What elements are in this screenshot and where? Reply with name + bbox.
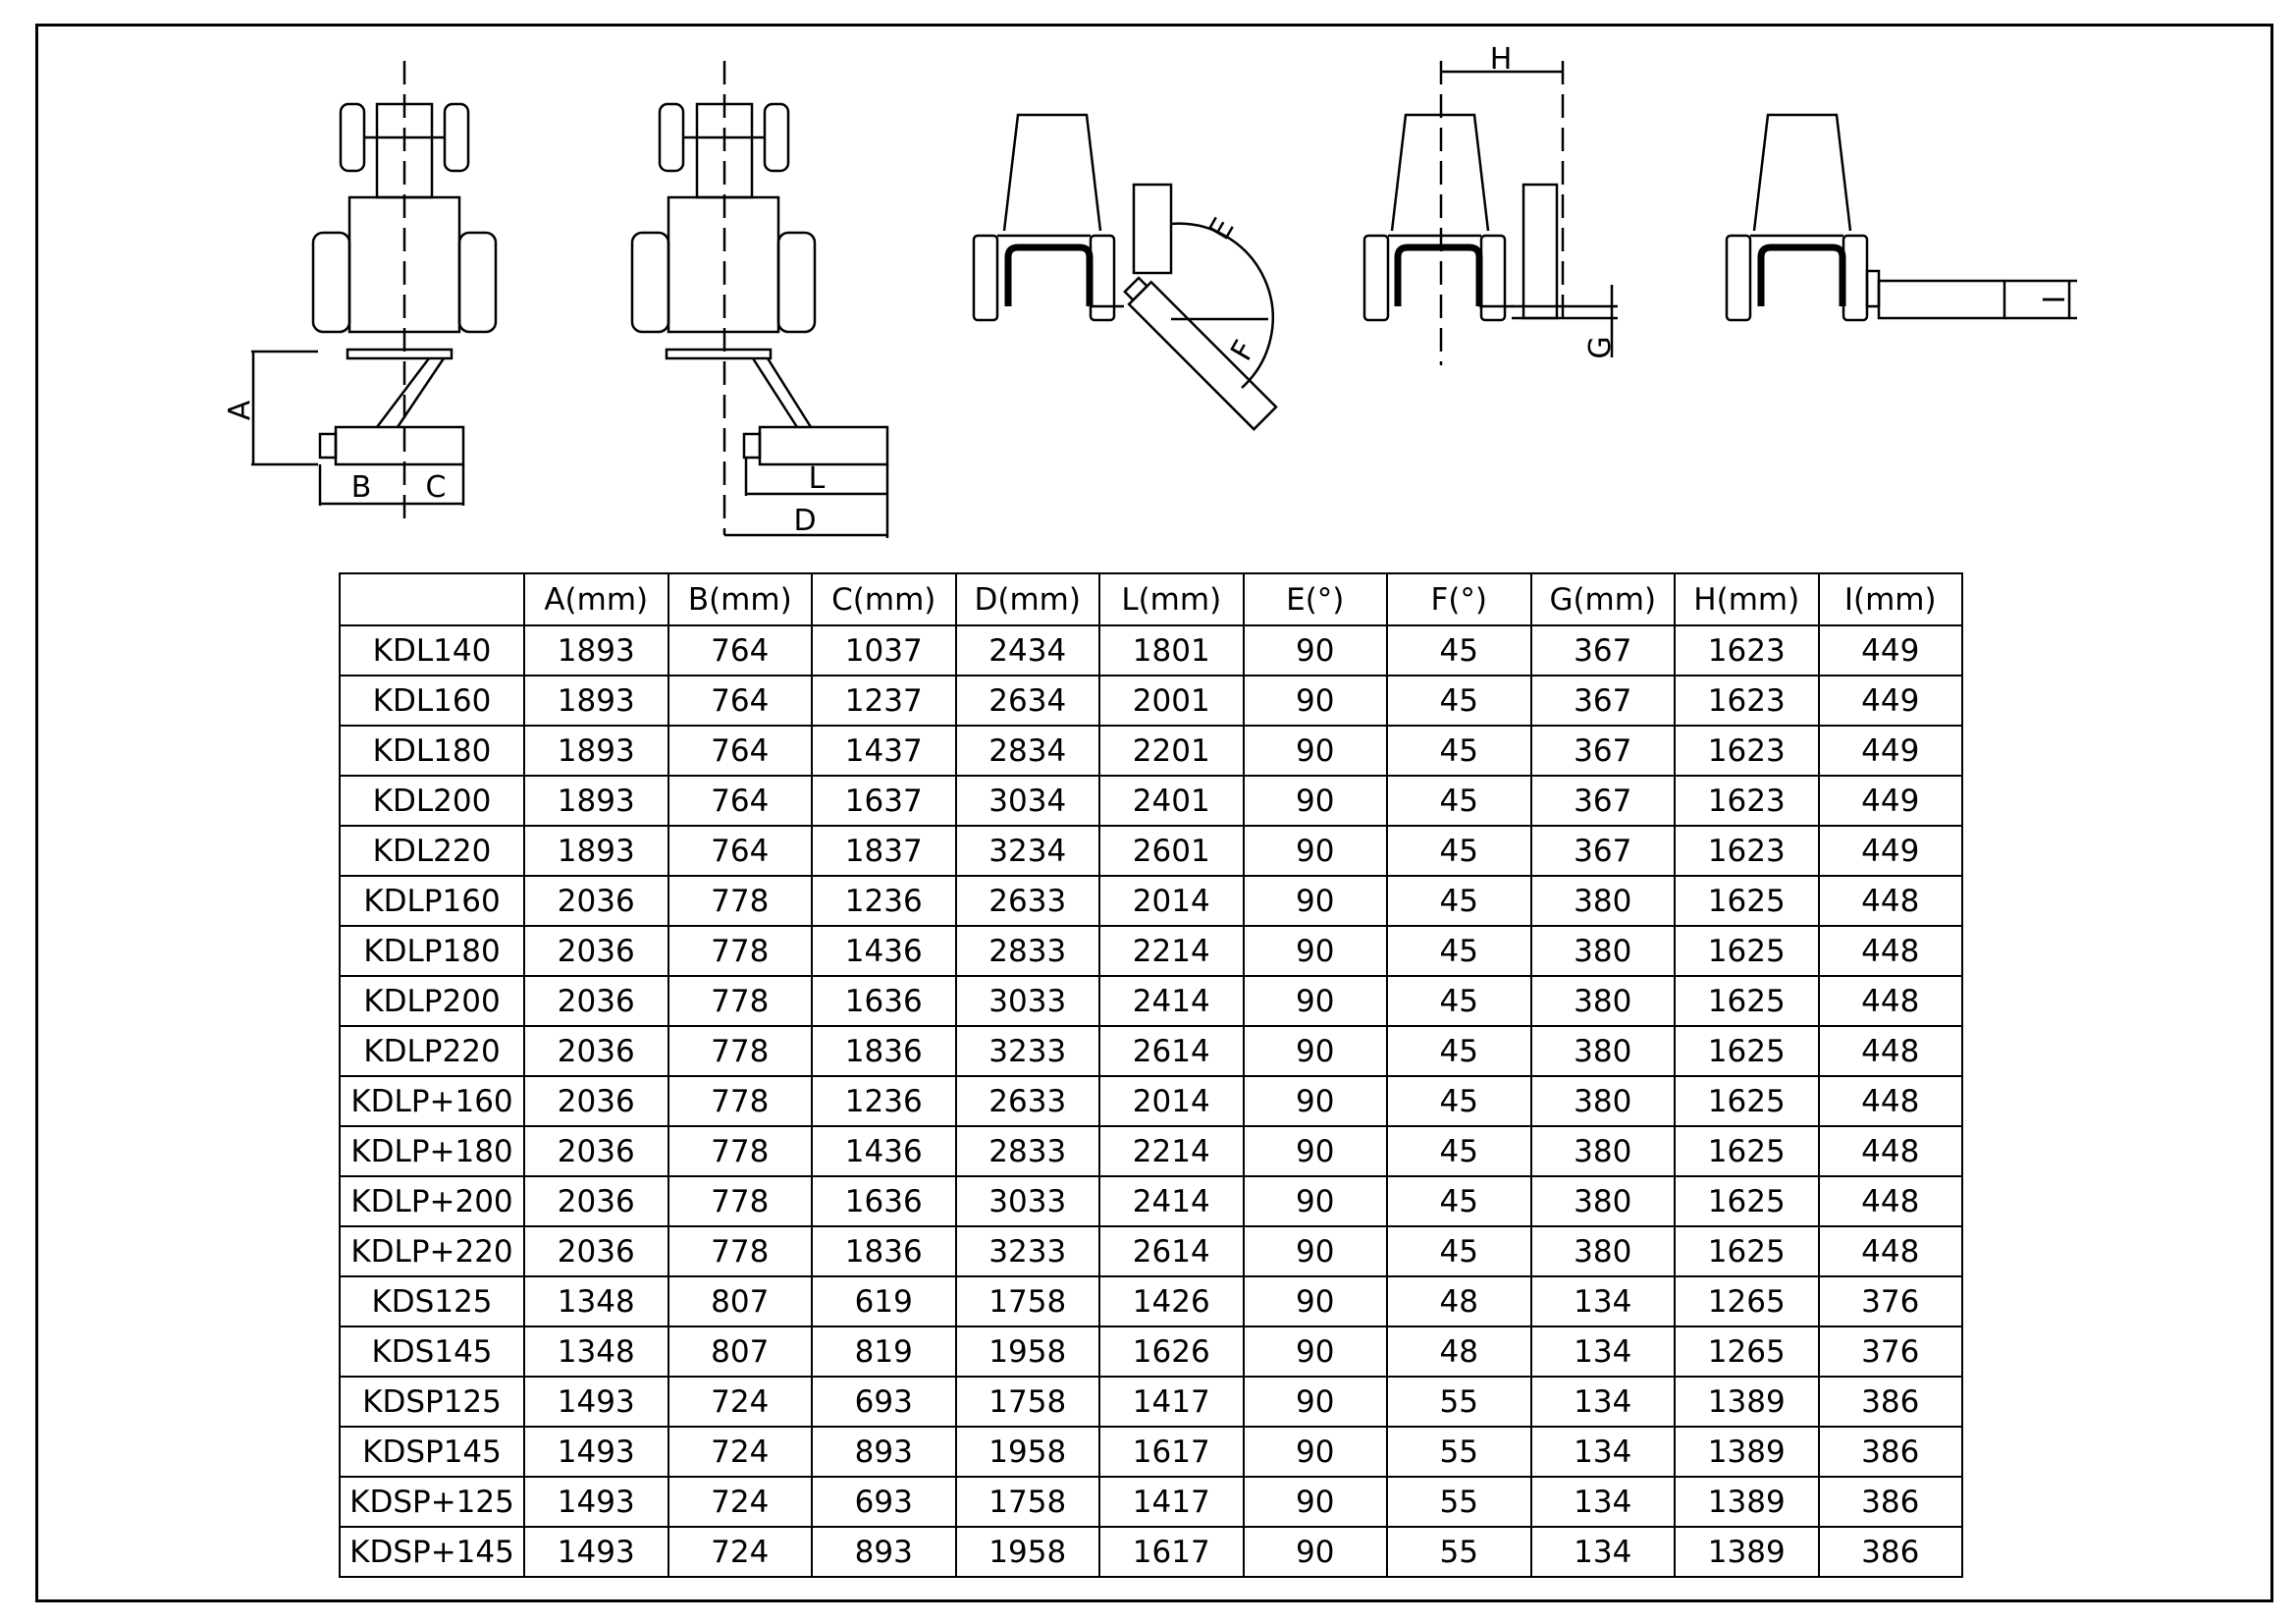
value-cell: 48 — [1387, 1326, 1531, 1377]
value-cell: 1236 — [812, 1076, 956, 1126]
value-cell: 778 — [668, 1176, 813, 1226]
value-cell: 367 — [1531, 726, 1676, 776]
value-cell: 90 — [1244, 1377, 1388, 1427]
value-cell: 764 — [668, 625, 813, 676]
value-cell: 778 — [668, 976, 813, 1026]
value-cell: 386 — [1819, 1477, 1963, 1527]
table-row — [340, 1377, 1962, 1427]
value-cell: 1893 — [524, 726, 668, 776]
value-cell: 90 — [1244, 1126, 1388, 1176]
value-cell: 1758 — [956, 1477, 1100, 1527]
value-cell: 48 — [1387, 1276, 1531, 1326]
value-cell: 724 — [668, 1477, 813, 1527]
value-cell: 2201 — [1099, 726, 1244, 776]
dim-label-F: F — [1224, 335, 1263, 367]
value-cell: 3033 — [956, 976, 1100, 1026]
value-cell: 448 — [1819, 926, 1963, 976]
model-cell: KDLP160 — [340, 876, 524, 926]
value-cell: 1837 — [812, 826, 956, 876]
value-cell: 2036 — [524, 926, 668, 976]
rear-view-tilt — [974, 115, 1276, 429]
value-cell: 380 — [1531, 1026, 1676, 1076]
value-cell: 45 — [1387, 876, 1531, 926]
column-header: G(mm) — [1531, 573, 1676, 625]
top-view-1 — [251, 61, 496, 520]
table-row — [340, 1427, 1962, 1477]
dim-label-G: G — [1583, 336, 1618, 359]
value-cell: 90 — [1244, 1477, 1388, 1527]
value-cell: 893 — [812, 1427, 956, 1477]
value-cell: 3233 — [956, 1026, 1100, 1076]
rear-view-horizontal — [1727, 115, 2077, 320]
value-cell: 134 — [1531, 1527, 1676, 1577]
value-cell: 1236 — [812, 876, 956, 926]
value-cell: 2614 — [1099, 1226, 1244, 1276]
value-cell: 778 — [668, 1026, 813, 1076]
value-cell: 1625 — [1675, 1126, 1819, 1176]
value-cell: 90 — [1244, 1026, 1388, 1076]
value-cell: 367 — [1531, 676, 1676, 726]
value-cell: 1758 — [956, 1276, 1100, 1326]
value-cell: 45 — [1387, 625, 1531, 676]
value-cell: 134 — [1531, 1377, 1676, 1427]
table-row — [340, 726, 1962, 776]
value-cell: 807 — [668, 1326, 813, 1377]
value-cell: 1626 — [1099, 1326, 1244, 1377]
value-cell: 1958 — [956, 1427, 1100, 1477]
model-cell: KDLP200 — [340, 976, 524, 1026]
value-cell: 90 — [1244, 1276, 1388, 1326]
dimensions-table — [339, 572, 1963, 1578]
column-header: C(mm) — [812, 573, 956, 625]
value-cell: 380 — [1531, 976, 1676, 1026]
value-cell: 1958 — [956, 1326, 1100, 1377]
value-cell: 3233 — [956, 1226, 1100, 1276]
value-cell: 764 — [668, 826, 813, 876]
column-header: B(mm) — [668, 573, 813, 625]
value-cell: 2401 — [1099, 776, 1244, 826]
value-cell: 1636 — [812, 976, 956, 1026]
value-cell: 2036 — [524, 1026, 668, 1076]
value-cell: 764 — [668, 776, 813, 826]
value-cell: 90 — [1244, 1527, 1388, 1577]
value-cell: 1493 — [524, 1377, 668, 1427]
table-row — [340, 1226, 1962, 1276]
value-cell: 134 — [1531, 1427, 1676, 1477]
column-header: H(mm) — [1675, 573, 1819, 625]
top-view-2 — [632, 61, 887, 538]
value-cell: 90 — [1244, 926, 1388, 976]
value-cell: 2036 — [524, 1126, 668, 1176]
value-cell: 1265 — [1675, 1276, 1819, 1326]
value-cell: 2014 — [1099, 876, 1244, 926]
value-cell: 55 — [1387, 1527, 1531, 1577]
value-cell: 1836 — [812, 1226, 956, 1276]
table-row — [340, 625, 1962, 676]
value-cell: 2834 — [956, 726, 1100, 776]
value-cell: 1836 — [812, 1026, 956, 1076]
value-cell: 1623 — [1675, 826, 1819, 876]
model-cell: KDS145 — [340, 1326, 524, 1377]
value-cell: 1417 — [1099, 1377, 1244, 1427]
value-cell: 2036 — [524, 976, 668, 1026]
value-cell: 1893 — [524, 776, 668, 826]
value-cell: 1637 — [812, 776, 956, 826]
value-cell: 1417 — [1099, 1477, 1244, 1527]
value-cell: 1436 — [812, 926, 956, 976]
column-header: F(°) — [1387, 573, 1531, 625]
value-cell: 45 — [1387, 1076, 1531, 1126]
value-cell: 45 — [1387, 776, 1531, 826]
column-header — [340, 573, 524, 625]
value-cell: 1617 — [1099, 1427, 1244, 1477]
value-cell: 90 — [1244, 1176, 1388, 1226]
value-cell: 367 — [1531, 776, 1676, 826]
value-cell: 1389 — [1675, 1527, 1819, 1577]
value-cell: 448 — [1819, 1126, 1963, 1176]
value-cell: 380 — [1531, 1176, 1676, 1226]
value-cell: 893 — [812, 1527, 956, 1577]
value-cell: 1625 — [1675, 926, 1819, 976]
model-cell: KDL200 — [340, 776, 524, 826]
value-cell: 1037 — [812, 625, 956, 676]
value-cell: 367 — [1531, 625, 1676, 676]
value-cell: 1389 — [1675, 1377, 1819, 1427]
value-cell: 778 — [668, 1126, 813, 1176]
column-header: I(mm) — [1819, 573, 1963, 625]
value-cell: 724 — [668, 1377, 813, 1427]
table-row — [340, 1076, 1962, 1126]
value-cell: 1493 — [524, 1527, 668, 1577]
value-cell: 2833 — [956, 1126, 1100, 1176]
value-cell: 1493 — [524, 1477, 668, 1527]
value-cell: 778 — [668, 876, 813, 926]
value-cell: 2214 — [1099, 926, 1244, 976]
value-cell: 1625 — [1675, 1076, 1819, 1126]
value-cell: 449 — [1819, 776, 1963, 826]
value-cell: 1625 — [1675, 1226, 1819, 1276]
value-cell: 1801 — [1099, 625, 1244, 676]
dim-label-D: D — [793, 504, 817, 538]
table-body — [340, 625, 1962, 1577]
value-cell: 764 — [668, 726, 813, 776]
value-cell: 1436 — [812, 1126, 956, 1176]
value-cell: 45 — [1387, 726, 1531, 776]
table-row — [340, 976, 1962, 1026]
column-header: E(°) — [1244, 573, 1388, 625]
value-cell: 693 — [812, 1477, 956, 1527]
value-cell: 90 — [1244, 1326, 1388, 1377]
value-cell: 1625 — [1675, 876, 1819, 926]
value-cell: 380 — [1531, 1076, 1676, 1126]
value-cell: 2833 — [956, 926, 1100, 976]
value-cell: 764 — [668, 676, 813, 726]
table-row — [340, 1026, 1962, 1076]
value-cell: 90 — [1244, 1427, 1388, 1477]
value-cell: 386 — [1819, 1377, 1963, 1427]
value-cell: 386 — [1819, 1427, 1963, 1477]
dim-label-A: A — [223, 400, 257, 421]
model-cell: KDSP125 — [340, 1377, 524, 1427]
value-cell: 367 — [1531, 826, 1676, 876]
value-cell: 3034 — [956, 776, 1100, 826]
value-cell: 386 — [1819, 1527, 1963, 1577]
dim-label-I: I — [2038, 295, 2072, 304]
model-cell: KDLP+180 — [340, 1126, 524, 1176]
value-cell: 90 — [1244, 1076, 1388, 1126]
value-cell: 45 — [1387, 826, 1531, 876]
value-cell: 45 — [1387, 926, 1531, 976]
value-cell: 449 — [1819, 625, 1963, 676]
value-cell: 45 — [1387, 1026, 1531, 1076]
value-cell: 1625 — [1675, 1026, 1819, 1076]
model-cell: KDL180 — [340, 726, 524, 776]
model-cell: KDLP220 — [340, 1026, 524, 1076]
model-cell: KDSP+145 — [340, 1527, 524, 1577]
model-cell: KDL220 — [340, 826, 524, 876]
value-cell: 1623 — [1675, 625, 1819, 676]
value-cell: 45 — [1387, 676, 1531, 726]
value-cell: 2633 — [956, 1076, 1100, 1126]
table-header-row — [340, 573, 1962, 625]
model-cell: KDLP+160 — [340, 1076, 524, 1126]
value-cell: 2036 — [524, 1176, 668, 1226]
value-cell: 1617 — [1099, 1527, 1244, 1577]
rear-view-vertical — [1364, 61, 1618, 365]
table-row — [340, 676, 1962, 726]
value-cell: 448 — [1819, 876, 1963, 926]
technical-drawings — [0, 0, 2296, 589]
table-row — [340, 1527, 1962, 1577]
value-cell: 55 — [1387, 1427, 1531, 1477]
value-cell: 1625 — [1675, 1176, 1819, 1226]
value-cell: 2614 — [1099, 1026, 1244, 1076]
value-cell: 90 — [1244, 726, 1388, 776]
value-cell: 2214 — [1099, 1126, 1244, 1176]
value-cell: 1348 — [524, 1276, 668, 1326]
value-cell: 724 — [668, 1527, 813, 1577]
value-cell: 1625 — [1675, 976, 1819, 1026]
value-cell: 380 — [1531, 876, 1676, 926]
value-cell: 2036 — [524, 1076, 668, 1126]
value-cell: 134 — [1531, 1477, 1676, 1527]
value-cell: 90 — [1244, 776, 1388, 826]
value-cell: 448 — [1819, 1226, 1963, 1276]
value-cell: 1623 — [1675, 776, 1819, 826]
table-row — [340, 926, 1962, 976]
model-cell: KDS125 — [340, 1276, 524, 1326]
value-cell: 90 — [1244, 625, 1388, 676]
value-cell: 1758 — [956, 1377, 1100, 1427]
value-cell: 1623 — [1675, 726, 1819, 776]
value-cell: 1389 — [1675, 1477, 1819, 1527]
value-cell: 90 — [1244, 976, 1388, 1026]
value-cell: 3234 — [956, 826, 1100, 876]
table-row — [340, 876, 1962, 926]
column-header: L(mm) — [1099, 573, 1244, 625]
value-cell: 778 — [668, 926, 813, 976]
dim-label-B: B — [350, 470, 372, 505]
dim-label-E: E — [1201, 212, 1242, 246]
value-cell: 1958 — [956, 1527, 1100, 1577]
value-cell: 778 — [668, 1076, 813, 1126]
value-cell: 1265 — [1675, 1326, 1819, 1377]
value-cell: 380 — [1531, 926, 1676, 976]
value-cell: 448 — [1819, 1076, 1963, 1126]
value-cell: 449 — [1819, 826, 1963, 876]
value-cell: 45 — [1387, 976, 1531, 1026]
value-cell: 448 — [1819, 1176, 1963, 1226]
model-cell: KDL160 — [340, 676, 524, 726]
value-cell: 819 — [812, 1326, 956, 1377]
value-cell: 1493 — [524, 1427, 668, 1477]
value-cell: 90 — [1244, 826, 1388, 876]
value-cell: 1437 — [812, 726, 956, 776]
table-row — [340, 1276, 1962, 1326]
value-cell: 2036 — [524, 1226, 668, 1276]
value-cell: 693 — [812, 1377, 956, 1427]
table-row — [340, 776, 1962, 826]
model-cell: KDLP+200 — [340, 1176, 524, 1226]
table-row — [340, 1126, 1962, 1176]
value-cell: 2634 — [956, 676, 1100, 726]
value-cell: 2001 — [1099, 676, 1244, 726]
value-cell: 1237 — [812, 676, 956, 726]
dim-label-L: L — [808, 461, 826, 496]
value-cell: 55 — [1387, 1477, 1531, 1527]
value-cell: 380 — [1531, 1126, 1676, 1176]
value-cell: 2434 — [956, 625, 1100, 676]
table-row — [340, 1176, 1962, 1226]
value-cell: 1623 — [1675, 676, 1819, 726]
value-cell: 1893 — [524, 826, 668, 876]
value-cell: 134 — [1531, 1276, 1676, 1326]
value-cell: 2601 — [1099, 826, 1244, 876]
dim-label-C: C — [425, 470, 447, 505]
value-cell: 90 — [1244, 876, 1388, 926]
value-cell: 45 — [1387, 1226, 1531, 1276]
value-cell: 448 — [1819, 1026, 1963, 1076]
column-header: D(mm) — [956, 573, 1100, 625]
value-cell: 2014 — [1099, 1076, 1244, 1126]
value-cell: 724 — [668, 1427, 813, 1477]
value-cell: 45 — [1387, 1176, 1531, 1226]
value-cell: 55 — [1387, 1377, 1531, 1427]
table-row — [340, 1326, 1962, 1377]
value-cell: 807 — [668, 1276, 813, 1326]
model-cell: KDLP+220 — [340, 1226, 524, 1276]
value-cell: 2414 — [1099, 976, 1244, 1026]
model-cell: KDSP+125 — [340, 1477, 524, 1527]
value-cell: 1389 — [1675, 1427, 1819, 1477]
value-cell: 3033 — [956, 1176, 1100, 1226]
model-cell: KDL140 — [340, 625, 524, 676]
value-cell: 1636 — [812, 1176, 956, 1226]
value-cell: 619 — [812, 1276, 956, 1326]
value-cell: 90 — [1244, 1226, 1388, 1276]
dim-label-H: H — [1489, 42, 1513, 77]
value-cell: 1426 — [1099, 1276, 1244, 1326]
model-cell: KDSP145 — [340, 1427, 524, 1477]
value-cell: 90 — [1244, 676, 1388, 726]
table-row — [340, 1477, 1962, 1527]
value-cell: 376 — [1819, 1326, 1963, 1377]
table-row — [340, 826, 1962, 876]
value-cell: 134 — [1531, 1326, 1676, 1377]
column-header: A(mm) — [524, 573, 668, 625]
value-cell: 1893 — [524, 625, 668, 676]
value-cell: 2633 — [956, 876, 1100, 926]
value-cell: 1893 — [524, 676, 668, 726]
value-cell: 449 — [1819, 676, 1963, 726]
value-cell: 1348 — [524, 1326, 668, 1377]
value-cell: 448 — [1819, 976, 1963, 1026]
value-cell: 2036 — [524, 876, 668, 926]
value-cell: 376 — [1819, 1276, 1963, 1326]
model-cell: KDLP180 — [340, 926, 524, 976]
value-cell: 380 — [1531, 1226, 1676, 1276]
value-cell: 778 — [668, 1226, 813, 1276]
value-cell: 449 — [1819, 726, 1963, 776]
value-cell: 45 — [1387, 1126, 1531, 1176]
value-cell: 2414 — [1099, 1176, 1244, 1226]
